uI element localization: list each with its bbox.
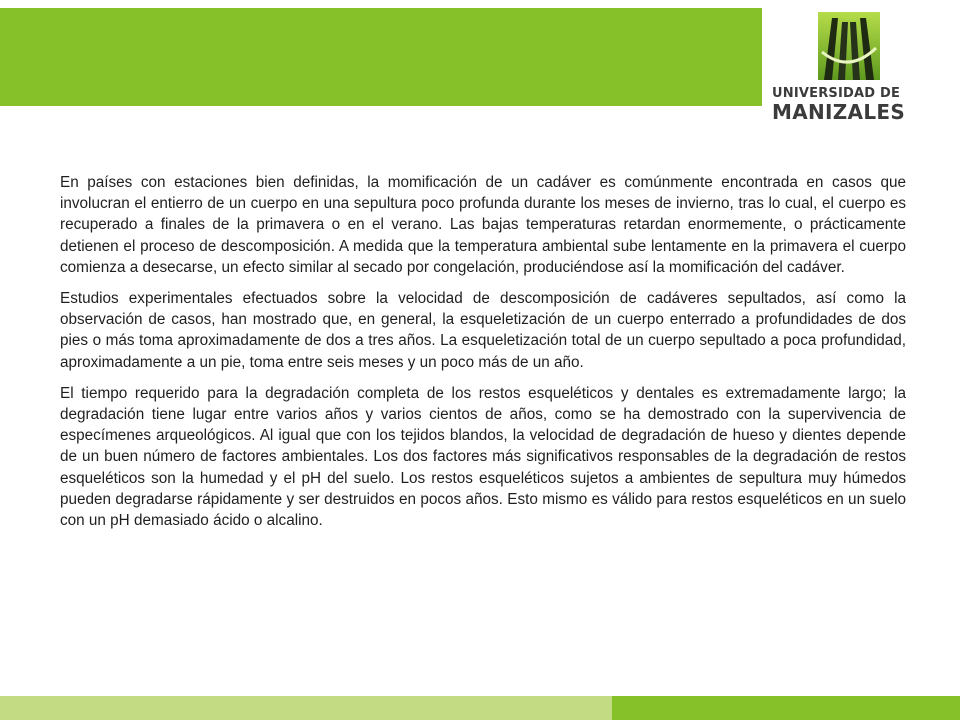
- footer-bar-left: [0, 696, 612, 720]
- paragraph-2: Estudios experimentales efectuados sobre la velocidad de descomposición de cadáveres sepultados, así como la observación de casos, han mostrado que, en general, la esqueletización de un cuerpo enterrado a profundidades de dos pies o más toma aproximadamente de dos a tres años. La esqueletización total de un cuerpo sepultado a poca profundidad, aproximadamente a un pie, toma entre seis meses y un poco más de un año.: [60, 290, 906, 371]
- logo-text-line1: UNIVERSIDAD DE: [772, 86, 901, 101]
- university-emblem-icon: [818, 12, 880, 80]
- paragraph-3: El tiempo requerido para la degradación completa de los restos esqueléticos y dentales es extremadamente largo; la degradación tiene lugar entre varios años y varios cientos de años, como se ha demostrado con la supervivencia de especímenes arqueológicos. Al igual que con los tejidos blandos, la velocidad de degradación de hueso y dientes depende de un buen número de factores ambientales. Los dos factores más significativos responsables de la degradación de restos esqueléticos son la humedad y el pH del suelo. Los restos esqueléticos sujetos a ambientes de sepultura muy húmedos pueden degradarse rápidamente y ser destruidos en pocos años. Esto mismo es válido para restos esqueléticos en un suelo con un pH demasiado ácido o alcalino.: [60, 384, 906, 530]
- body-text: [60, 172, 906, 541]
- paragraph-1: En países con estaciones bien definidas, la momificación de un cadáver es comúnmente encontrada en casos que involucran el entierro de un cuerpo en una sepultura poco profunda durante los meses de invierno, tras lo cual, el cuerpo es recuperado a finales de la primavera o en el verano. Las bajas temperaturas retardan enormemente, o prácticamente detienen el proceso de descomposición. A medida que la temperatura ambiental sube lentamente en la primavera el cuerpo comienza a desecarse, un efecto similar al secado por congelación, produciéndose así la momificación del cadáver.: [60, 174, 906, 276]
- header-bar: [0, 8, 762, 106]
- logo-text-line2: MANIZALES: [772, 100, 906, 124]
- footer-bar-right: [612, 696, 960, 720]
- university-logo: [768, 12, 950, 124]
